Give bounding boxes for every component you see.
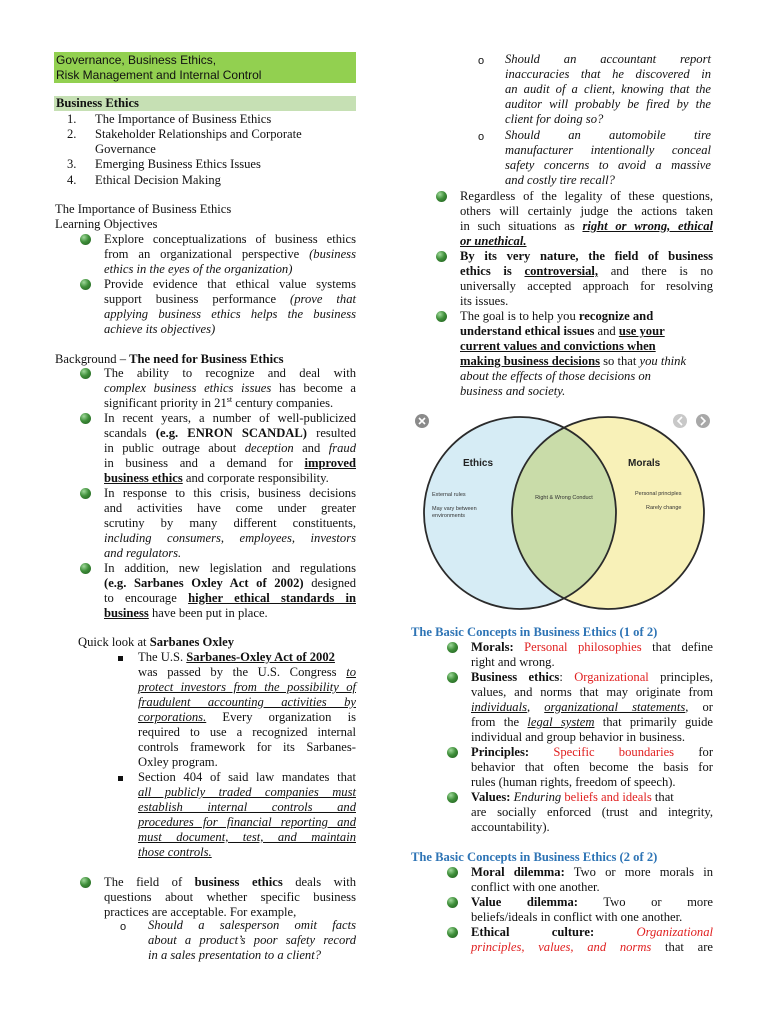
circle-bullet-icon: o bbox=[120, 921, 127, 933]
toc-item: Ethical Decision Making bbox=[95, 173, 221, 187]
green-bullet-icon bbox=[80, 877, 91, 888]
green-bullet-icon bbox=[80, 563, 91, 574]
green-bullet-icon bbox=[80, 413, 91, 424]
concept-moral-dilemma: Moral dilemma: Two or more morals in conflict with one another. bbox=[471, 865, 713, 894]
green-bullet-icon bbox=[80, 488, 91, 499]
green-bullet-icon bbox=[447, 867, 458, 878]
toc-item: Emerging Business Ethics Issues bbox=[95, 157, 261, 171]
green-bullet-icon bbox=[447, 792, 458, 803]
green-bullet-icon bbox=[436, 251, 447, 262]
learning-objectives-label: Learning Objectives bbox=[55, 217, 158, 231]
background-bullet-3: In response to this crisis, business decisions and activities have come under greater scrutiny by many different constituents, including consumers, employees, investors and regulators. bbox=[104, 486, 356, 560]
background-bullet-1: The ability to recognize and deal with complex business ethics issues has become a significant priority in 21st century companies. bbox=[104, 366, 356, 410]
background-heading: Background – The need for Business Ethics bbox=[55, 352, 284, 366]
green-bullet-icon bbox=[436, 311, 447, 322]
doc-title-line1: Governance, Business Ethics, bbox=[56, 53, 217, 67]
toc-num: 4. bbox=[67, 173, 77, 187]
square-bullet-icon bbox=[118, 656, 123, 661]
circle-bullet-icon: o bbox=[478, 131, 485, 143]
doc-title-line2: Risk Management and Internal Control bbox=[56, 68, 262, 82]
right-bullet-1: Regardless of the legality of these questions, others will certainly judge the actions taken in such situations as right or wrong, ethical or unethical. bbox=[460, 189, 713, 248]
prev-arrow-icon[interactable] bbox=[673, 414, 687, 428]
green-bullet-icon bbox=[447, 927, 458, 938]
green-bullet-icon bbox=[80, 368, 91, 379]
objective-1: Explore conceptualizations of business ethics from an organizational perspective (business ethics in the eyes of the organization) bbox=[104, 232, 356, 276]
square-bullet-icon bbox=[118, 776, 123, 781]
question-1: Should a salesperson omit facts about a product’s poor safety record in a sales presentation to a client? bbox=[148, 918, 356, 962]
sox-heading: Quick look at Sarbanes Oxley bbox=[78, 635, 235, 649]
venn-left-item: May vary between bbox=[432, 506, 477, 512]
ethics-morals-venn-diagram bbox=[410, 408, 720, 613]
toc-item: The Importance of Business Ethics bbox=[95, 112, 272, 126]
sox-item-1: The U.S. Sarbanes-Oxley Act of 2002 was passed by the U.S. Congress to protect investors from the possibility of fraudulent accounting activities by corporations. Every organization is required to use a recognized internal controls framework for its Sarbanes- Oxley program. bbox=[138, 650, 356, 769]
venn-right-item: Rarely change bbox=[646, 505, 682, 511]
concept-principles: Principles: Specific boundaries for behavior that often become the basis for rules (human rights, freedom of speech). bbox=[471, 745, 714, 789]
subsection-heading: The Importance of Business Ethics bbox=[55, 202, 232, 216]
toc-item: Governance bbox=[95, 142, 156, 156]
sox-item-2: Section 404 of said law mandates that all publicly traded companies must establish internal controls and procedures for financial reporting and must document, test, and maintain those controls. bbox=[138, 770, 356, 859]
concept-morals: Morals: Personal philosophies that define right and wrong. bbox=[471, 640, 713, 669]
question-2: Should an accountant report inaccuracies that he discovered in an audit of a client, knowing that the auditor will probably be fired by the client for doing so? bbox=[505, 52, 711, 126]
concept-business-ethics: Business ethics: Organizational principles, values, and norms that may originate from individuals, organizational statements, or from the legal system that primarily guide individual and group behavior in business. bbox=[471, 670, 713, 744]
green-bullet-icon bbox=[447, 642, 458, 653]
background-bullet-2: In recent years, a number of well-publicized scandals (e.g. ENRON SCANDAL) resulted in public outrage about deception and fraud in business and a demand for improved business ethics and corporate responsibility. bbox=[104, 411, 356, 485]
green-bullet-icon bbox=[447, 672, 458, 683]
toc-num: 3. bbox=[67, 157, 77, 171]
venn-left-title: Ethics bbox=[463, 458, 494, 469]
right-bullet-2: By its very nature, the field of business ethics is controversial, and there is no universally accepted approach for resolving its issues. bbox=[460, 249, 713, 308]
right-bullet-3: The goal is to help you recognize and understand ethical issues and use your current values and convictions when making business decisions so that you think about the effects of those decisions on business and society. bbox=[460, 309, 687, 398]
concept-value-dilemma: Value dilemma: Two or more beliefs/ideals in conflict with one another. bbox=[471, 895, 714, 924]
concept-ethical-culture: Ethical culture: Organizational principles, values, and norms that are bbox=[471, 925, 713, 954]
green-bullet-icon bbox=[80, 234, 91, 245]
objective-2: Provide evidence that ethical value systems support business performance (prove that applying business ethics helps the business achieve its objectives) bbox=[104, 277, 356, 336]
green-bullet-icon bbox=[80, 279, 91, 290]
concepts-heading-1: The Basic Concepts in Business Ethics (1 of 2) bbox=[411, 625, 658, 639]
toc-num: 1. bbox=[67, 112, 77, 126]
green-bullet-icon bbox=[447, 747, 458, 758]
toc-num: 2. bbox=[67, 127, 77, 141]
concept-values: Values: Enduring beliefs and ideals that are socially enforced (trust and integrity, accountability). bbox=[471, 790, 713, 834]
toc-item: Stakeholder Relationships and Corporate bbox=[95, 127, 302, 141]
circle-bullet-icon: o bbox=[478, 55, 485, 67]
close-icon[interactable] bbox=[415, 414, 429, 428]
section-title: Business Ethics bbox=[56, 96, 139, 110]
green-bullet-icon bbox=[436, 191, 447, 202]
green-bullet-icon bbox=[447, 897, 458, 908]
venn-right-item: Personal principles bbox=[635, 491, 682, 497]
venn-left-item: External rules bbox=[432, 492, 466, 498]
background-bullet-4: In addition, new legislation and regulations (e.g. Sarbanes Oxley Act of 2002) designed to encourage higher ethical standards in business have been put in place. bbox=[104, 561, 356, 620]
venn-left-item: environments bbox=[432, 513, 466, 519]
next-arrow-icon[interactable] bbox=[696, 414, 710, 428]
concepts-heading-2: The Basic Concepts in Business Ethics (2 of 2) bbox=[411, 850, 658, 864]
field-paragraph: The field of business ethics deals with questions about whether specific business practices are acceptable. For example, bbox=[104, 875, 356, 919]
venn-center-item: Right & Wrong Conduct bbox=[535, 495, 593, 501]
venn-right-title: Morals bbox=[628, 458, 661, 469]
question-3: Should an automobile tire manufacturer intentionally conceal safety concerns to avoid a massive and costly tire recall? bbox=[505, 128, 711, 187]
